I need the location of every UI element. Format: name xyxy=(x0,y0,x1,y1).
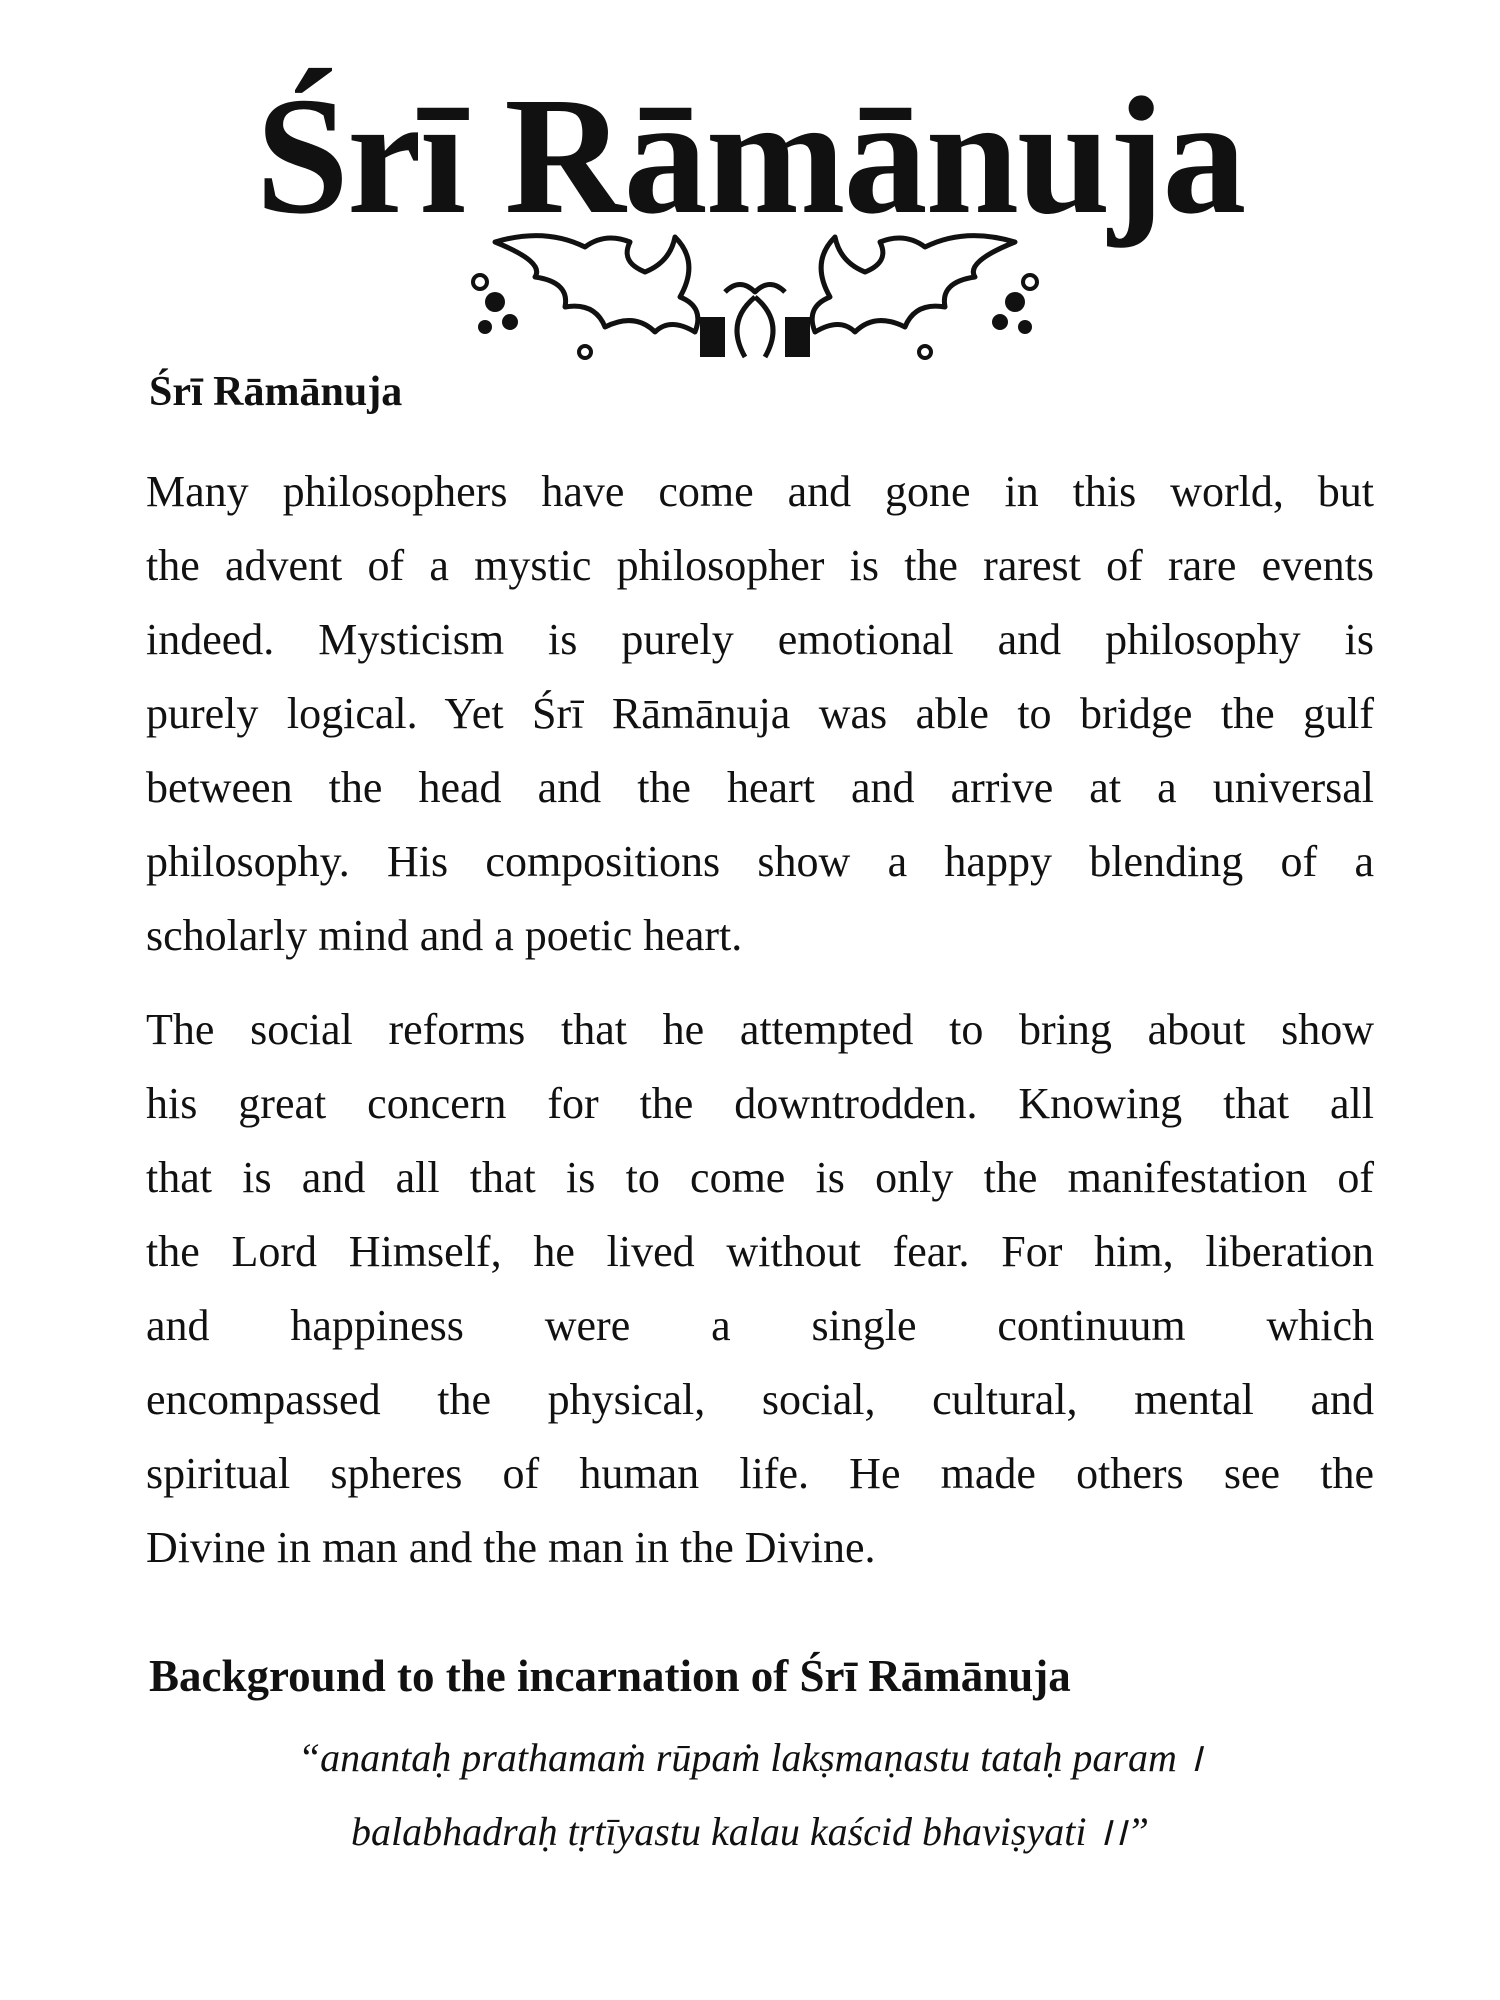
text-line: his great concern for the downtrodden. Knowing that all xyxy=(146,1079,1374,1128)
text-line: between the head and the heart and arrive at a universal xyxy=(146,763,1374,812)
text-line: Many philosophers have come and gone in this world, but xyxy=(146,467,1374,516)
floral-ornament-icon xyxy=(455,222,1055,362)
paragraph-intro xyxy=(146,455,1374,973)
verse-line: “anantaḥ prathamaṁ rūpaṁ lakṣmaṇastu tataḥ param । xyxy=(297,1735,1203,1780)
text-line: philosophy. His compositions show a happy blending of a xyxy=(146,837,1374,886)
text-line: encompassed the physical, social, cultural, mental and xyxy=(146,1375,1374,1424)
text-line: scholarly mind and a poetic heart. xyxy=(146,911,743,960)
text-line: Divine in man and the man in the Divine. xyxy=(146,1523,876,1572)
text-line: The social reforms that he attempted to bring about show xyxy=(146,1005,1374,1054)
text-line: and happiness were a single continuum which xyxy=(146,1301,1374,1350)
subheading: Background to the incarnation of Śrī Rāmānuja xyxy=(149,1651,1071,1701)
text-line: spiritual spheres of human life. He made others see the xyxy=(146,1449,1374,1498)
text-line: the advent of a mystic philosopher is the rarest of rare events xyxy=(146,541,1374,590)
text-line: indeed. Mysticism is purely emotional and philosophy is xyxy=(146,615,1374,664)
paragraph-reforms xyxy=(146,993,1374,1585)
page-title: Śrī Rāmānuja xyxy=(255,63,1245,249)
verse-line: balabhadraḥ tṛtīyastu kalau kaścid bhaviṣyati ।।” xyxy=(350,1809,1150,1854)
text-line: that is and all that is to come is only the manifestation of xyxy=(146,1153,1374,1202)
text-line: the Lord Himself, he lived without fear. For him, liberation xyxy=(146,1227,1374,1276)
section-heading: Śrī Rāmānuja xyxy=(149,369,403,415)
text-line: purely logical. Yet Śrī Rāmānuja was able to bridge the gulf xyxy=(146,689,1374,738)
